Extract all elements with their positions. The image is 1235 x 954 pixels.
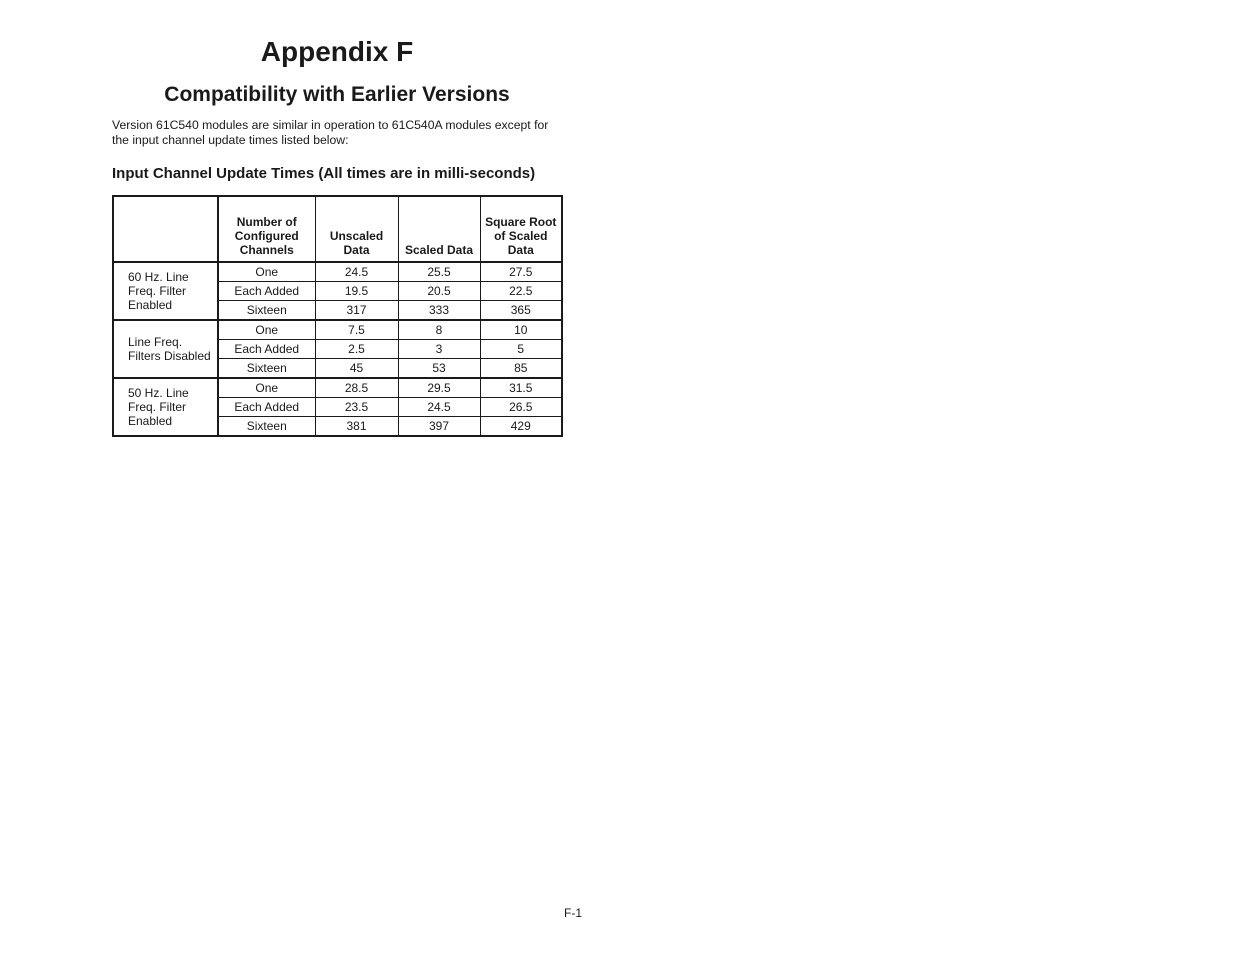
intro-paragraph: Version 61C540 modules are similar in operation to 61C540A modules except for the input channel update times listed below: (112, 118, 549, 147)
cell-scaled: 24.5 (398, 398, 480, 417)
cell-scaled: 3 (398, 340, 480, 359)
cell-scaled: 53 (398, 359, 480, 379)
cell-scaled: 29.5 (398, 378, 480, 398)
cell-unscaled: 24.5 (315, 262, 398, 282)
cell-sqrt-scaled: 365 (480, 301, 562, 321)
cell-scaled: 397 (398, 417, 480, 437)
cell-channels: Each Added (218, 398, 315, 417)
cell-sqrt-scaled: 26.5 (480, 398, 562, 417)
table-header-row (113, 196, 562, 262)
cell-unscaled: 2.5 (315, 340, 398, 359)
header-sqrt-scaled: Square Root of Scaled Data (480, 196, 562, 262)
page-subtitle: Compatibility with Earlier Versions (164, 83, 510, 106)
cell-unscaled: 23.5 (315, 398, 398, 417)
cell-unscaled: 7.5 (315, 320, 398, 340)
cell-channels: Sixteen (218, 359, 315, 379)
update-times-table (112, 195, 563, 437)
group-label: Line Freq. Filters Disabled (113, 320, 218, 378)
page-title: Appendix F (260, 36, 414, 67)
cell-channels: Each Added (218, 340, 315, 359)
header-corner-cell (113, 196, 218, 262)
cell-sqrt-scaled: 85 (480, 359, 562, 379)
cell-sqrt-scaled: 22.5 (480, 282, 562, 301)
cell-scaled: 333 (398, 301, 480, 321)
cell-unscaled: 45 (315, 359, 398, 379)
group-label: 50 Hz. Line Freq. Filter Enabled (113, 378, 218, 436)
section-heading: Input Channel Update Times (All times are in milli-seconds) (112, 165, 536, 182)
header-unscaled: Unscaled Data (315, 196, 398, 262)
cell-unscaled: 317 (315, 301, 398, 321)
cell-unscaled: 28.5 (315, 378, 398, 398)
cell-sqrt-scaled: 31.5 (480, 378, 562, 398)
cell-channels: Sixteen (218, 301, 315, 321)
cell-sqrt-scaled: 429 (480, 417, 562, 437)
table-row (113, 378, 562, 398)
cell-sqrt-scaled: 27.5 (480, 262, 562, 282)
cell-sqrt-scaled: 5 (480, 340, 562, 359)
group-label: 60 Hz. Line Freq. Filter Enabled (113, 262, 218, 320)
cell-scaled: 8 (398, 320, 480, 340)
table-row (113, 262, 562, 282)
header-scaled: Scaled Data (398, 196, 480, 262)
cell-scaled: 20.5 (398, 282, 480, 301)
cell-unscaled: 381 (315, 417, 398, 437)
cell-channels: One (218, 378, 315, 398)
cell-channels: Sixteen (218, 417, 315, 437)
header-channels: Number of Configured Channels (218, 196, 315, 262)
cell-unscaled: 19.5 (315, 282, 398, 301)
cell-scaled: 25.5 (398, 262, 480, 282)
cell-channels: Each Added (218, 282, 315, 301)
table-row (113, 320, 562, 340)
cell-channels: One (218, 262, 315, 282)
cell-channels: One (218, 320, 315, 340)
cell-sqrt-scaled: 10 (480, 320, 562, 340)
page-number: F-1 (564, 906, 582, 920)
